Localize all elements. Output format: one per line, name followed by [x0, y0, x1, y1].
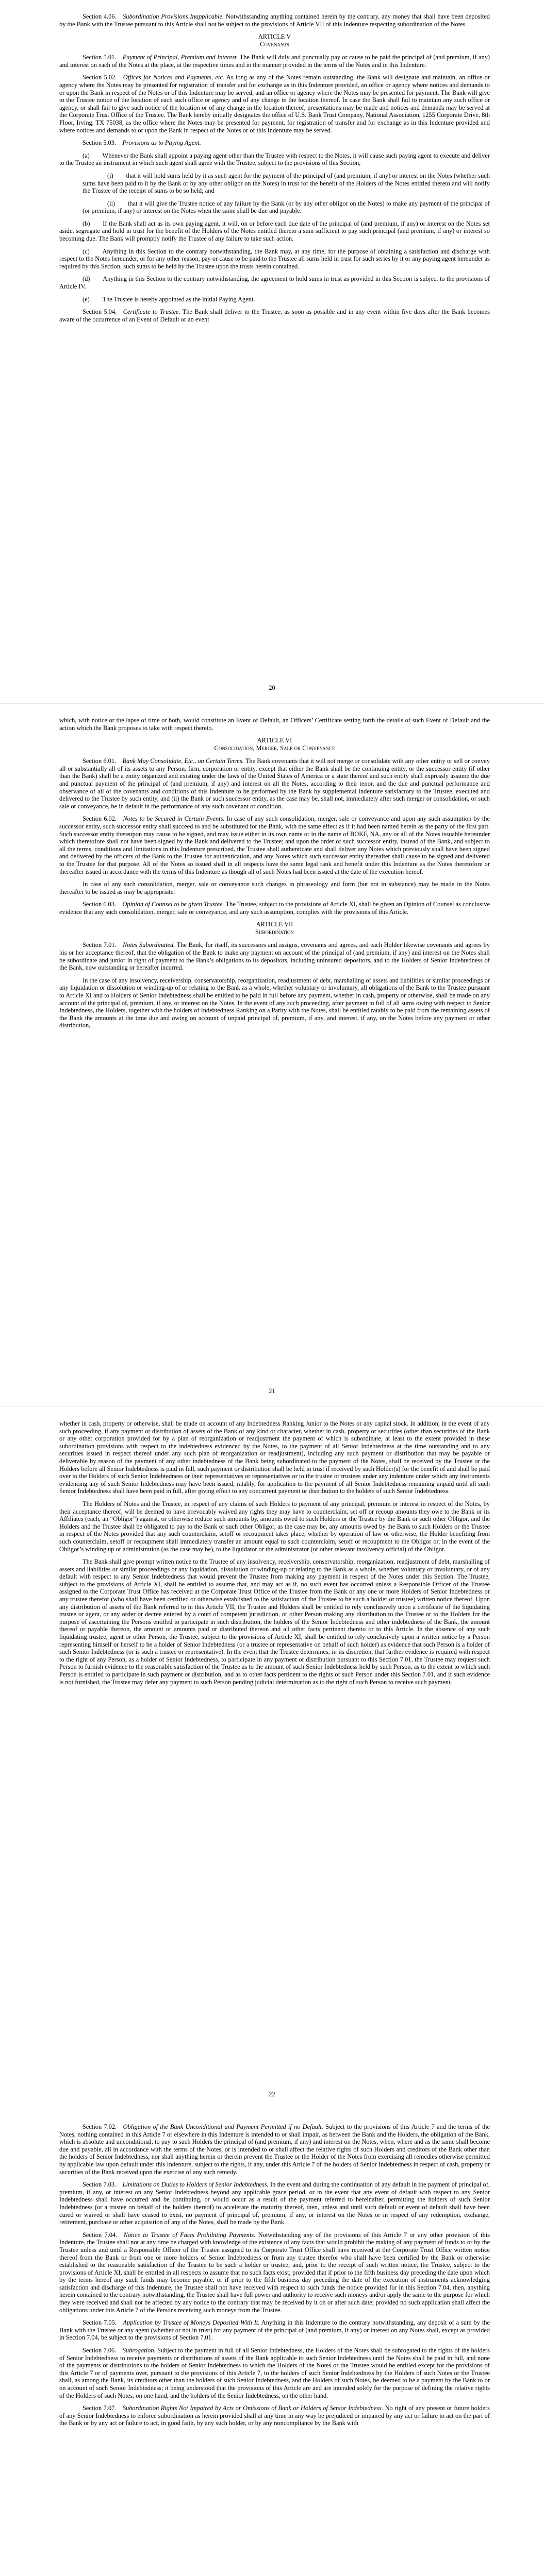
section-5-03-c: (c) Anything in this Section to the contrary notwithstanding, the Bank may, at any time, for the purpose of obtaining a satisfaction and discharge with respect to the Notes hereunder, or for any other reason, pay or cause to be paid to the Trustee all sums held in trust for such series by it or any paying agent hereunder as required by this Section, such sums to be held by the Trustee upon the trusts herein contained. [59, 247, 490, 270]
section-5-03-heading: Section 5.03. Provisions as to Paying Agent. [83, 139, 201, 147]
page-22 [0, 1406, 544, 2110]
section-6-02-para-2: In case of any such consolidation, merger, sale or conveyance such changes in phraseology and form (but not in substance) may be made in the Notes thereafter to be issued as may be appropriate. [59, 880, 490, 895]
section-7-01-setoff-waiver: The Holders of Notes and the Trustee, in respect of any claims of such Holders to payment of any principal, premium or interest in respect of the Notes, by their acceptance thereof, will be deemed to have irrevocably waived any rights they may have to counterclaim, set off or recoup amounts they owe to the Bank or its Affiliates (each, an “Obligor”) against, or otherwise reduce such amounts by, amounts owed to such Holders or the Trustee by the Bank or such other Obligor, and the Holders and the Trustee shall be obligated to pay to the Bank or such other Obligor, as the case may be, any amounts owed by the Bank to such Holders or the Trustee in respect of the Notes provided that any such counterclaim, setoff or recoupment takes place, whether by operation of law or otherwise, the Holder benefiting from such counterclaim, setoff or recoupment shall immediately transfer an amount equal to such counterclaim, setoff or recoupment to the Obligor or, in the event of the Obligor’s winding up or administration (as the case may be), to the liquidator or the administrator (or other relevant insolvency official) of the Obligor. [59, 1500, 490, 1553]
section-5-04: Section 5.04. Certificate to Trustee. The Bank shall deliver to the Trustee, as soon as possible and in any event within five days after the Bank becomes aware of the occurrence of an Event of Default or an event [59, 308, 490, 323]
section-5-03-b: (b) If the Bank shall act as its own paying agent, it will, on or before each due date of the principal of (and premium, if any) or interest on the Notes set aside, segregate and hold in trust for the benefit of the Holders of the Notes entitled thereto a sum sufficient to pay such principal (and premium, if any) or interest so becoming due. The Bank will promptly notify the Trustee of any failure to take such action. [59, 219, 490, 243]
section-7-04: Section 7.04. Notice to Trustee of Facts Prohibiting Payments. Notwithstanding any of the provisions of this Article 7 or any other provision of this Indenture, the Trustee shall not at any time be charged with knowledge of the existence of any facts that would prohibit the making of any payment of funds to or by the Trustee unless and until a Responsible Officer of the Trustee assigned to its Corporate Trust Office shall have received at the Corporate Trust Office written notice thereof from the Bank or from one or more holders of Senior Indebtedness or from any trustee therefor who shall have been certified by the Bank or otherwise established to the reasonable satisfaction of the Trustee to be such a holder or trustee; and, prior to the receipt of such written notice, the Trustee, subject to the provisions of Article XI, shall be entitled in all respects to assume that no such facts exist; provided that if prior to the fifth business day preceding the date upon which by the terms hereof any such funds may become payable, or if prior to the fifth business day preceding the date of the execution of instruments acknowledging satisfaction and discharge of this Indenture, the Trustee shall not have received with respect to such funds the notice provided for in this Section 7.04, then, anything herein contained to the contrary notwithstanding, the Trustee shall have full power and authority to receive such moneys and/or apply the same to the purpose for which they were received and shall not be affected by any notice to the contrary that may be received by it on or after such date; provided no such application shall affect the obligations under this Article 7 of the Persons receiving such moneys from the Trustee. [59, 2231, 490, 2314]
section-5-03-a-i: (i) that it will hold sums held by it as such agent for the payment of the principal of (and premium, if any) or interest on the Notes (whether such sums have been paid to it by the Bank or by any other obligor on the Notes) in trust for the benefit of the Holders of the Notes entitled thereto and will notify the Trustee of the receipt of sums to be so held; and [83, 172, 490, 195]
section-7-01: Section 7.01. Notes Subordinated. The Bank, for itself, its successors and assigns, covenants and agrees, and each Holder likewise covenants and agrees by his or her acceptance thereof, that the obligation of the Bank to make any payment on account of the principal of (and premium, if any) and interest on the Notes shall be subordinate and junior in right of payment to the Bank’s obligations to its depositors, including uninsured depositors, and to the Holders of Senior Indebtedness of the Bank, now outstanding or hereafter incurred. [59, 941, 490, 972]
section-6-01: Section 6.01. Bank May Consolidate, Etc., on Certain Terms. The Bank covenants that it will not merge or consolidate with any other entity or sell or convey all or substantially all of its assets to any Person, firm, corporation or entity, except that either the Bank shall be the continuing entity, or the successor entity (if other than the Bank) shall be a entity organized and existing under the laws of the United States of America or a state thereof and such entity shall expressly assume the due and punctual payment of the principal of (and premium, if any) and interest on all the Notes, according to their tenor, and the due and punctual performance and observance of all of the covenants and conditions of this Indenture to be performed by the Bank by supplemental indenture satisfactory to the Trustee, executed and delivered to the Trustee by such entity, and (ii) the Bank or such successor entity, as the case may be, shall not, immediately after such merger or consolidation, or such sale or conveyance, be in default in the performance of any such covenant or condition. [59, 757, 490, 810]
page-number: 22 [269, 2091, 275, 2098]
page-20 [0, 0, 544, 703]
section-7-01-notice: The Bank shall give prompt written notice to the Trustee of any insolvency, receivership, conservatorship, reorganization, readjustment of debt, marshalling of assets and liabilities or similar proceedings or any liquidation, dissolution or winding-up or relating to the Bank as a whole, whether voluntary or involuntary, or of any default with respect to any Senior Indebtedness that would prevent the Trustee from making any payment in respect of the Notes under this Section. The Trustee, subject to the provisions of Article XI, shall be entitled to assume that, and may act as if, no such event has occurred unless a Responsible Officer of the Trustee assigned to the Corporate Trust Office has received at the Corporate Trust Office of the Trustee from the Bank or any one or more Holders of Senior Indebtedness or any trustee therefor (who shall have been certified or otherwise established to the satisfaction of the Trustee to be such a holder or trustee) written notice thereof. Upon any distribution of assets of the Bank referred to in this Article VII, the Trustee and Holders shall be entitled to rely conclusively upon a certificate of the liquidating trustee or agent, or any order or decree entered by a court of competent jurisdiction, or other Person making any distribution to the Trustee or to the Holders for the purpose of ascertaining the Persons entitled to participate in such distribution, the holders of the Senior Indebtedness and other indebtedness of the Bank, the amount thereof or payable thereon, the amount or amounts paid or distributed thereon and all other facts pertinent thereto or to this Article. In the absence of any such liquidating trustee, agent or other Person, the Trustee, subject to the provisions of Article XI, shall be entitled to rely conclusively upon a written notice by a Person representing himself or herself to be a holder of Senior Indebtedness (or a trustee or representative on behalf of such holder) as evidence that such Person is a holder of such Senior Indebtedness (or is such a trustee or representative). In the event that the Trustee determines, in its discretion, that further evidence is required with respect to the right of any Person, as a holder of Senior Indebtedness, to participate in any payment or distribution pursuant to this Section 7.01, the Trustee may request such Person to furnish evidence to the reasonable satisfaction of the Trustee as to the amount of such Senior Indebtedness held by such Person, as to the extent to which such Person is entitled to participate in such payment or distribution, and as to other facts pertinent to the rights of such Person under this Section 7.01, and if such evidence is not furnished, the Trustee may defer any payment to such Person pending judicial determination as to the right of such Person to receive such payment. [59, 1558, 490, 1686]
article-vi-title: Consolidation, Merger, Sale or Conveyance [214, 744, 335, 752]
section-7-01-para-2: In the case of any insolvency, receivership, conservatorship, reorganization, readjustment of debt, marshalling of assets and liabilities or similar proceedings or any liquidation or dissolution or winding-up of or relating to the Bank as a whole, whether voluntary or involuntary, all obligations of the Bank to the Trustee pursuant to Article XI and to Holders of Senior Indebtedness shall be entitled to be paid in full before any payment, whether in cash, property or otherwise, shall be made on any account of the principal of, premium, if any, or interest on the Notes. In the event of any such proceeding, after payment in full of all sums owing with respect to Senior Indebtedness, the Holders, together with the holders of Indebtedness Ranking on a Parity with the Notes, shall be entitled ratably to be paid from the remaining assets of the Bank the amounts at the time due and owing on account of unpaid principal of, premium, if any, and interest, if any, on the Notes before any payment or other distribution, [59, 976, 490, 1029]
page-23 [0, 2110, 544, 2576]
article-vii-label: ARTICLE VII [256, 921, 293, 928]
section-5-04-continued: which, with notice or the lapse of time or both, would constitute an Event of Default, an Officers’ Certificate setting forth the details of such Event of Default and the action which the Bank proposes to take with respect thereto. [59, 717, 490, 732]
section-5-03-e: (e) The Trustee is hereby appointed as the initial Paying Agent. [83, 295, 255, 303]
article-v-label: ARTICLE V [258, 33, 291, 41]
page-21 [0, 703, 544, 1406]
section-5-03-a-ii: (ii) that it will give the Trustee notice of any failure by the Bank (or by any other obligor on the Notes) to make any payment of the principal of (or premium, if any) or interest on the Notes when the same shall be due and payable. [83, 199, 490, 215]
section-6-03: Section 6.03. Opinion of Counsel to be given Trustee. The Trustee, subject to the provisions of Article XI, shall be given an Opinion of Counsel as conclusive evidence that any such consolidation, merger, sale or conveyance, and any such assumption, complies with the provisions of this Article. [59, 901, 490, 916]
page-number: 21 [269, 1387, 275, 1395]
section-5-01: Section 5.01. Payment of Principal, Premium and Interest. The Bank will duly and punctually pay or cause to be paid the principal of (and premium, if any) and interest on each of the Notes at the place, at the respective times and in the manner provided in the terms of the Notes and in this Indenture. [59, 54, 490, 69]
section-7-01-continued: whether in cash, property or otherwise, shall be made on account of any Indebtedness Ranking Junior to the Notes or any capital stock. In addition, in the event of any such proceeding, if any payment or distribution of assets of the Bank of any kind or character, whether in cash, property or securities (other than securities of the Bank or any other corporation provided for by a plan of reorganization or readjustment the payment of which is subordinate, at least to the extent provided in these subordination provisions with respect to the indebtedness evidenced by the Notes, to the payment of all Senior Indebtedness at the time outstanding and to any securities issued in respect thereof under any such plan of reorganization or readjustment), including any such payment or distribution that may be payable or deliverable by reason of the payment of any other indebtedness of the Bank being subordinated to the payment of the Notes, shall be received by the Trustee or the Holders before all Senior Indebtedness is paid in full, such payment or distribution shall be held in trust if received by such Holder(s) for the benefit of and shall be paid over to the Holders of such Senior Indebtedness or their representatives or representatives or to the trustee or trustees under any indenture under which any instruments evidencing any of such Senior Indebtedness may have been issued, ratably, for application to the payment of all Senior Indebtedness remaining unpaid until all such Senior Indebtedness shall have been paid in full, after giving effect to any concurrent payment or distribution to the holders of such Senior Indebtedness. [59, 1420, 490, 1495]
section-5-02: Section 5.02. Offices for Notices and Payments, etc. As long as any of the Notes remain outstanding, the Bank will designate and maintain, an office or agency where the Notes may be presented for registration of transfer and for exchange as in this Indenture provided, an office or agency where notices and demands to or upon the Bank in respect of the Notes or of this Indenture may be served, and an office or agency where the Notes may be presented for payment. The Bank will give to the Trustee notice of the location of each such office or agency and of any change in the location thereof. In case the Bank shall fail to maintain any such office or agency, or shall fail to give such notice of the location or of any change in the location thereof, presentations may be made and notices and demands may be served at the Corporate Trust Office of the Trustee. The Bank hereby initially designates the office of U.S. Bank Trust Company, National Association, 1255 Corporate Drive, 8th Floor, Irving, TX 75038, as the office where the Notes may be presented for payment, for registration of transfer and for exchange as in this Indenture provided and where notices and demands to or upon the Bank in respect of the Notes or of this Indenture may be served. [59, 74, 490, 134]
article-vii-title: Subordination [255, 928, 294, 936]
article-vi-label: ARTICLE VI [257, 737, 292, 744]
section-7-06: Section 7.06. Subrogation. Subject to the payment in full of all Senior Indebtedness, the Holders of the Notes shall be subrogated to the rights of the holders of Senior Indebtedness to receive payments or distributions of assets of the Bank applicable to such Senior Indebtedness until the Notes shall be paid in full, and none of the payments or distributions to the holders of Senior Indebtedness to which the Holders of the Notes or the Trustee would be entitled except for the provisions of this Article 7 or of payments over, pursuant to the provisions of this Article 7, to the holders of such Senior Indebtedness by the Holders of such Notes or the Trustee shall, as among the Bank, its creditors other than the holders of such Senior Indebtedness, and the Holders of such Notes, be deemed to be a payment by the Bank to or on account of such Senior Indebtedness; it being understood that the provisions of this Article are and are intended solely for the purpose of defining the relative rights of the Holders of such Notes, on one hand, and the holders of the Senior Indebtedness, on the other hand. [59, 2347, 490, 2399]
page-number: 20 [269, 684, 275, 691]
section-7-05: Section 7.05. Application by Trustee of Moneys Deposited With It. Anything in this Indenture to the contrary notwithstanding, any deposit of a sum by the Bank with the Trustee or any agent (whether or not in trust) for any payment of the principal of (and premium, if any) or interest on any Notes shall, except as provided in Section 7.04, be subject to the provisions of Section 7.01. [59, 2319, 490, 2342]
section-5-03-d: (d) Anything in this Section to the contrary notwithstanding, the agreement to hold sums in trust as provided in this Section is subject to the provisions of Article IV. [59, 275, 490, 291]
section-7-03: Section 7.03. Limitations on Duties to Holders of Senior Indebtedness. In the event and during the continuation of any default in the payment of principal of, premium, if any, or interest on any Senior Indebtedness beyond any applicable grace period, or in the event that any event of default with respect to any Senior Indebtedness shall have occurred and be continuing, or would occur as a result of the payment referred to hereinafter, permitting the holders of such Senior Indebtedness (or a trustee on behalf of the holders thereof) to accelerate the maturity thereof, then, unless and until such default or event of default shall have been cured or waived or shall have ceased to exist, no payment of principal of, premium, if any, or interest on the Notes or in respect of any redemption, exchange, retirement, purchase or other acquisition of any of the Notes, shall be made by the Bank. [59, 2181, 490, 2226]
section-7-02: Section 7.02. Obligation of the Bank Unconditional and Payment Permitted if no Default. Subject to the provisions of this Article 7 and the terms of the Notes, nothing contained in this Article 7 or elsewhere in this Indenture is intended to or shall impair, as between the Bank and the Holders, the obligation of the Bank, which is absolute and unconditional, to pay to such Holders the principal of (and premium, if any) and interest on the Notes, when, where and as the same shall become due and payable, all in accordance with the terms of the Notes, or is intended to or shall affect the relative rights of such Holders and creditors of the Bank other than the holders of Senior Indebtedness, nor shall anything herein or therein prevent the Trustee or the Holder of the Notes from exercising all remedies otherwise permitted by applicable law upon default under this Indenture, subject to the rights, if any, under this Article 7 of the holders of Senior Indebtedness in respect of cash, property or securities of the Bank received upon the exercise of any such remedy. [59, 2123, 490, 2176]
section-5-03-a: (a) Whenever the Bank shall appoint a paying agent other than the Trustee with respect to the Notes, it will cause such paying agent to execute and deliver to the Trustee an instrument in which such agent shall agree with the Trustee, subject to the provisions of this Section, [59, 151, 490, 167]
section-4-06: Section 4.06. Subordination Provisions Inapplicable. Notwithstanding anything contained herein by the contrary, any money that shall have been deposited by the Bank with the Trustee pursuant to this Article shall not be subject to the provisions of Article VII of this Indenture respecting subordination of the Notes. [59, 13, 490, 28]
section-7-07: Section 7.07. Subordination Rights Not Impaired by Acts or Omissions of Bank or Holders of Senior Indebtedness. No right of any present or future holders of any Senior Indebtedness to enforce subordination as herein provided shall at any time in any way be prejudiced or impaired by any act or failure to act on the part of the Bank or by any act or failure to act, in good faith, by any such holder, or by any noncompliance by the Bank with [59, 2404, 490, 2427]
article-v-title: Covenants [260, 41, 289, 48]
section-6-02: Section 6.02. Notes to be Secured in Certain Events. In case of any such consolidation, merger, sale or conveyance and upon any such assumption by the successor entity, such successor entity shall succeed to and be substituted for the Bank, with the same effect as if it had been named herein as the party of the first part. Such successor entity thereupon may cause to be signed, and may issue either in its own name or in the name of BOKF, NA, any or all of the Notes issuable hereunder which theretofore shall not have been signed by the Bank and delivered to the Trustee; and upon the order of such successor entity, instead of the Bank, and subject to all the terms, conditions and limitations in this Indenture prescribed, the Trustee shall authenticate and shall deliver any Notes which previously shall have been signed and delivered by the officers of the Bank to the Trustee for authentication, and any Notes which such successor entity thereafter shall cause to be signed and delivered to the Trustee for that purpose. All of the Notes so issued shall in all respects have the same legal rank and benefit under this Indenture as the Notes theretofore or thereafter issued in accordance with the terms of this Indenture as though all of such Notes had been issued at the date of the execution hereof. [59, 815, 490, 875]
